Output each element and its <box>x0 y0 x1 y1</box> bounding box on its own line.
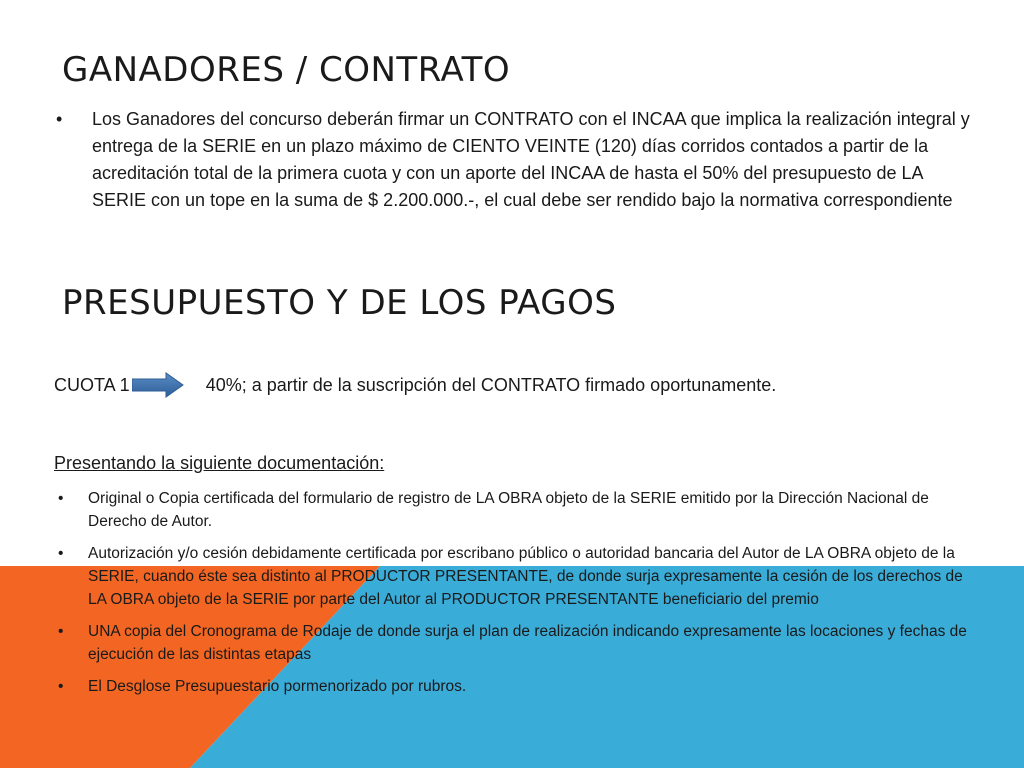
docs-heading: Presentando la siguiente documentación: <box>54 453 385 473</box>
list-item-text: Autorización y/o cesión debidamente certificada por escribano público o autoridad bancaria del Autor de LA OBRA objeto de la SERIE, cuando éste sea distinto al PRODUCTOR PRESENTANTE, de donde surja expresamente la cesión de los derechos de LA OBRA objeto de la SERIE por parte del Autor al PRODUCTOR PRESENTANTE beneficiario del premio <box>88 545 963 608</box>
list-item-text: El Desglose Presupuestario pormenorizado por rubros. <box>88 678 467 695</box>
list-item <box>58 487 978 533</box>
right-arrow-icon <box>132 372 184 398</box>
list-item-text: Original o Copia certificada del formulario de registro de LA OBRA objeto de la SERIE emitido por la Dirección Nacional de Derecho de Autor. <box>88 490 929 530</box>
docs-list <box>58 487 978 707</box>
cuota-label: CUOTA 1 <box>54 375 130 395</box>
cuota-row <box>54 372 776 398</box>
list-item <box>58 620 978 666</box>
bullet-dot: • <box>56 109 63 129</box>
section-title-presupuesto: PRESUPUESTO Y DE LOS PAGOS <box>62 283 617 323</box>
list-item-text: UNA copia del Cronograma de Rodaje de donde surja el plan de realización indicando expresamente las locaciones y fechas de ejecución de las distintas etapas <box>88 623 967 663</box>
cuota-text: 40%; a partir de la suscripción del CONTRATO firmado oportunamente. <box>205 375 777 395</box>
bullet-dot: • <box>58 545 64 562</box>
bullet-dot: • <box>58 678 64 695</box>
bullet-dot: • <box>58 623 64 640</box>
contract-bullet <box>56 106 972 214</box>
bullet-dot: • <box>58 490 64 507</box>
list-item <box>58 542 978 611</box>
contract-text: Los Ganadores del concurso deberán firmar un CONTRATO con el INCAA que implica la realización integral y entrega de la SERIE en un plazo máximo de CIENTO VEINTE (120) días corridos contados a partir de la acreditación total de la primera cuota y con un aporte del INCAA de hasta el 50% del presupuesto de LA SERIE con un tope en la suma de $ 2.200.000.-, el cual debe ser rendido bajo la normativa correspondiente <box>92 109 970 210</box>
list-item <box>58 675 978 698</box>
section-title-ganadores: GANADORES / CONTRATO <box>62 50 511 90</box>
